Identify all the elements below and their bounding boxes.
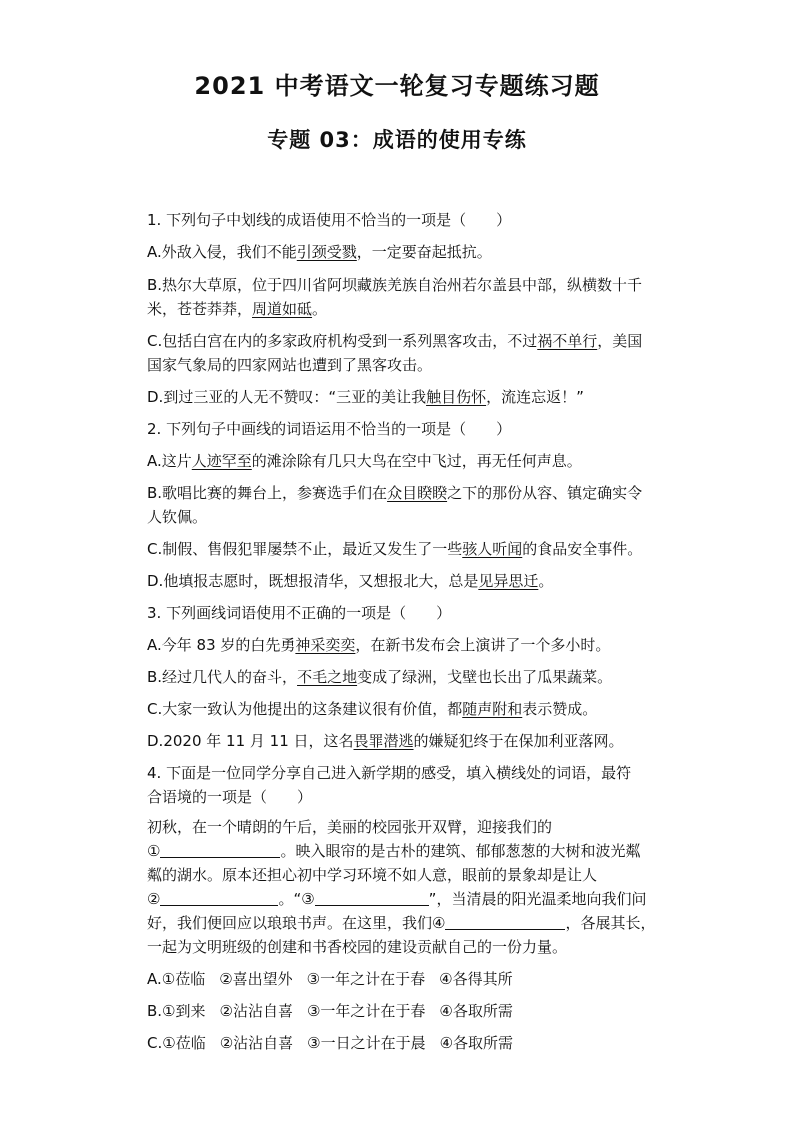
question-1-option-a [147,241,492,262]
option-text: ，流连忘返！” [486,388,584,406]
blank-number: ① [147,842,161,860]
passage-line-6: 一起为文明班级的创建和书香校园的建设贡献自己的一份力量。 [147,938,568,956]
choice-part: ③一日之计在于晨 [307,1034,426,1052]
choice-part: ③一年之计在于春 [306,1002,426,1020]
question-4-option-a [147,968,513,989]
question-4-option-c [147,1032,513,1053]
question-1-option-c-line1 [147,330,642,351]
option-text: 米，苍苍莽莽， [147,300,253,318]
question-4-option-b [147,1000,513,1021]
question-2-option-b-line2: 人钦佩。 [147,508,208,526]
passage-text: 。映入眼帘的是古朴的建筑、郁郁葱葱的大树和波光粼 [280,842,641,860]
question-1-option-c-line2: 国家气象局的四家网站也遭到了黑客攻击。 [147,356,433,374]
underlined-idiom: 触目伤怀 [426,388,487,406]
passage-line-4 [147,888,646,909]
underlined-idiom: 骇人听闻 [462,540,523,558]
fill-blank-4 [445,915,565,930]
option-text: A.外敌入侵，我们不能 [147,243,297,261]
option-text: 的嫌疑犯终于在保加利亚落网。 [413,732,624,750]
choice-part: ④各得其所 [439,970,513,988]
passage-text: 。“③ [278,890,315,908]
passage-line-1: 初秋，在一个晴朗的午后，美丽的校园张开双臂，迎接我们的 [147,818,553,836]
option-text: C.大家一致认为他提出的这条建议很有价值，都 [147,700,463,718]
option-text: 的食品安全事件。 [522,540,643,558]
option-text: B.歌唱比赛的舞台上，参赛选手们在 [147,484,388,502]
option-text: 变成了绿洲，戈壁也长出了瓜果蔬菜。 [357,668,613,686]
blank-number: ② [147,890,161,908]
passage-line-2 [147,840,640,861]
option-text: 表示赞成。 [522,700,598,718]
passage-text: ，各展其长， [565,914,656,932]
option-text: D.到过三亚的人无不赞叹：“三亚的美让我 [147,388,427,406]
choice-part: ②沾沾自喜 [219,1034,294,1052]
option-text: D.2020 年 11 月 11 日，这名 [147,732,354,750]
underlined-idiom: 众目睽睽 [387,484,448,502]
choice-part: ④各取所需 [439,1002,513,1020]
passage-text: 好，我们便回应以琅琅书声。在这里，我们④ [147,914,446,932]
question-1-option-b-line2 [147,298,327,319]
option-text: A.这片 [147,452,192,470]
passage-text: ”，当清晨的阳光温柔地向我们问 [428,890,647,908]
question-1-option-d [147,386,584,407]
underlined-idiom: 祸不单行 [537,332,598,350]
underlined-idiom: 畏罪潜逃 [353,732,414,750]
underlined-idiom: 引颈受戮 [296,243,357,261]
option-text: 。 [312,300,328,318]
underlined-idiom: 人迹罕至 [191,452,252,470]
choice-part: ②沾沾自喜 [219,1002,293,1020]
passage-line-5 [147,912,655,933]
question-3-option-d [147,730,624,751]
underlined-idiom: 随声附和 [462,700,523,718]
option-text: A.今年 83 岁的白先勇 [147,636,296,654]
option-text: ，在新书发布会上演讲了一个多小时。 [355,636,611,654]
choice-part: ③一年之计在于春 [306,970,426,988]
choice-part: B.①到来 [147,1002,206,1020]
document-subtitle: 专题 03：成语的使用专练 [267,128,527,152]
option-text: 的滩涂除有几只大鸟在空中飞过，再无任何声息。 [251,452,582,470]
choice-part: ②喜出望外 [219,970,293,988]
question-2-option-c [147,538,642,559]
question-2-stem: 2. 下列句子中画线的词语运用不恰当的一项是（ ） [147,420,512,438]
question-3-option-b [147,666,612,687]
question-3-option-c [147,698,597,719]
choice-part: C.①莅临 [147,1034,206,1052]
question-2-option-a [147,450,582,471]
underlined-idiom: 不毛之地 [297,668,358,686]
fill-blank-3 [315,891,429,906]
underlined-idiom: 周道如砥 [252,300,313,318]
passage-line-3: 粼的湖水。原本还担心初中学习环境不如人意，眼前的景象却是让人 [147,866,598,884]
question-4-stem-line1: 4. 下面是一位同学分享自己进入新学期的感受，填入横线处的词语，最符 [147,764,632,782]
fill-blank-2 [160,891,278,906]
option-text: 之下的那份从容、镇定确实令 [447,484,643,502]
question-1-stem: 1. 下列句子中划线的成语使用不恰当的一项是（ ） [147,211,512,229]
underlined-idiom: 见异思迁 [478,572,539,590]
question-3-option-a [147,634,610,655]
question-4-stem-line2: 合语境的一项是（ ） [147,788,313,806]
choice-part: A.①莅临 [147,970,206,988]
choice-part: ④各取所需 [439,1034,514,1052]
document-title: 2021 中考语文一轮复习专题练习题 [194,72,600,100]
fill-blank-1 [160,843,280,858]
option-text: C.制假、售假犯罪屡禁不止，最近又发生了一些 [147,540,463,558]
question-3-stem: 3. 下列画线词语使用不正确的一项是（ ） [147,604,452,622]
option-text: ，美国 [597,332,643,350]
question-2-option-b-line1 [147,482,642,503]
option-text: C.包括白宫在内的多家政府机构受到一系列黑客攻击，不过 [147,332,538,350]
underlined-idiom: 神采奕奕 [295,636,356,654]
question-2-option-d [147,570,553,591]
option-text: ，一定要奋起抵抗。 [356,243,492,261]
option-text: D.他填报志愿时，既想报清华，又想报北大，总是 [147,572,479,590]
option-text: B.经过几代人的奋斗， [147,668,298,686]
option-text: 。 [538,572,554,590]
question-1-option-b-line1: B.热尔大草原，位于四川省阿坝藏族羌族自治州若尔盖县中部，纵横数十千 [147,276,643,294]
